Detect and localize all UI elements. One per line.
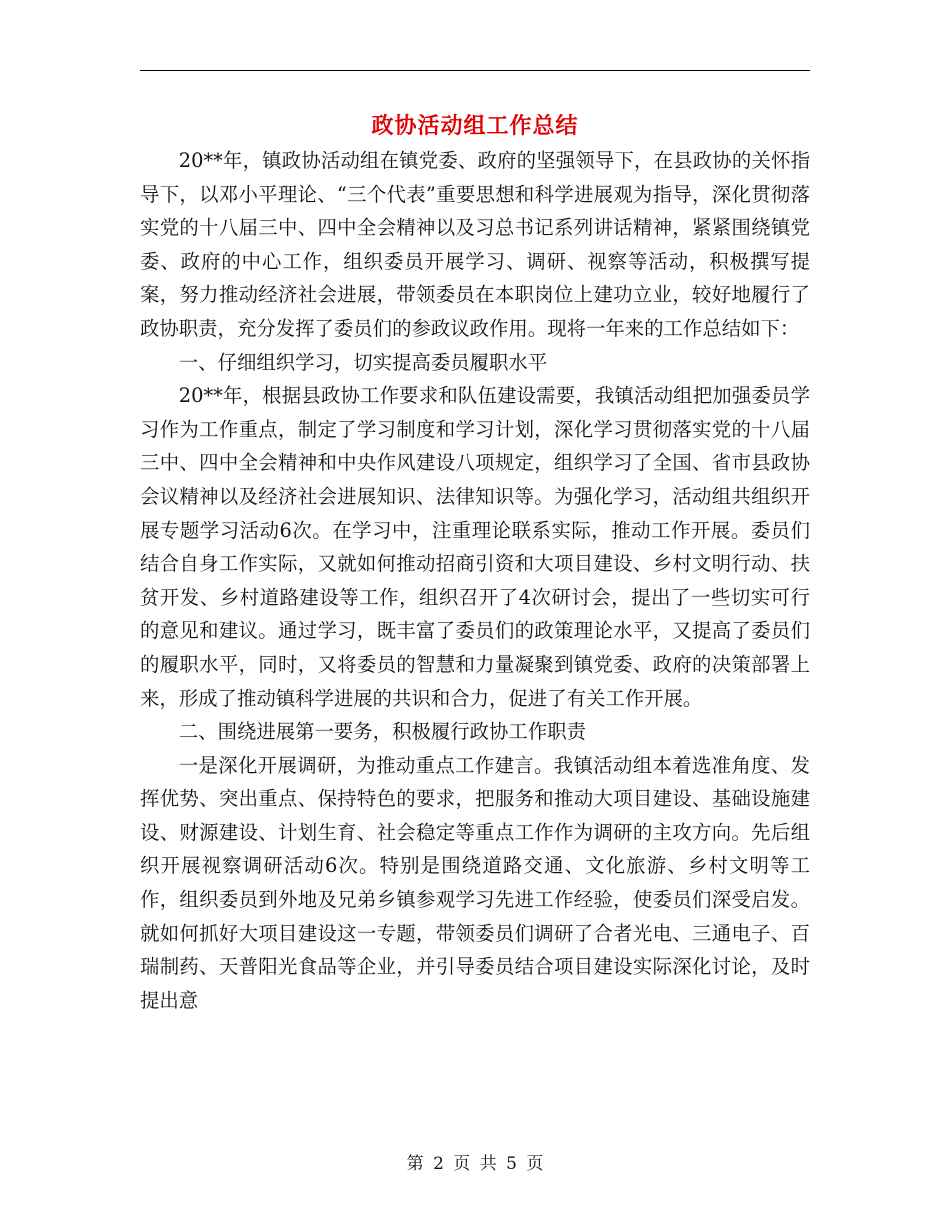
paragraph-section-1: 20**年，根据县政协工作要求和队伍建设需要，我镇活动组把加强委员学习作为工作重点，制定了学习制度和学习计划，深化学习贯彻落实党的十八届三中、四中全会精神和中央作风建设八项规定，组织学习了全国、省市县政协会议精神以及经济社会进展知识、法律知识等。为强化学习，活动组共组织开展专题学习活动6次。在学习中，注重理论联系实际，推动工作开展。委员们结合自身工作实际，又就如何推动招商引资和大项目建设、乡村文明行动、扶贫开发、乡村道路建设等工作，组织召开了4次研讨会，提出了一些切实可行的意见和建议。通过学习，既丰富了委员们的政策理论水平，又提高了委员们的履职水平，同时，又将委员的智慧和力量凝聚到镇党委、政府的决策部署上来，形成了推动镇科学进展的共识和合力，促进了有关工作开展。 <box>140 384 810 710</box>
document-body <box>140 144 810 1017</box>
document-title: 政协活动组工作总结 <box>371 113 579 139</box>
paragraph-section-2: 一是深化开展调研，为推动重点工作建言。我镇活动组本着选准角度、发挥优势、突出重点、保持特色的要求，把服务和推动大项目建设、基础设施建设、财源建设、计划生育、社会稳定等重点工作作为调研的主攻方向。先后组织开展视察调研活动6次。特别是围绕道路交通、文化旅游、乡村文明等工作，组织委员到外地及兄弟乡镇参观学习先进工作经验，使委员们深受启发。就如何抓好大项目建设这一专题，带领委员们调研了合者光电、三通电子、百瑞制药、天普阳光食品等企业，并引导委员结合项目建设实际深化讨论，及时提出意 <box>140 753 810 1012</box>
section-heading-1: 一、仔细组织学习，切实提高委员履职水平 <box>178 350 548 374</box>
page-number: 第 2 页 共 5 页 <box>406 1154 544 1174</box>
section-heading-2: 二、围绕进展第一要务，积极履行政协工作职责 <box>178 720 586 744</box>
header-rule <box>140 70 810 71</box>
paragraph-intro: 20**年，镇政协活动组在镇党委、政府的坚强领导下，在县政协的关怀指导下，以邓小平理论、“三个代表”重要思想和科学进展观为指导，深化贯彻落实党的十八届三中、四中全会精神以及习总书记系列讲话精神，紧紧围绕镇党委、政府的中心工作，组织委员开展学习、调研、视察等活动，积极撰写提案，努力推动经济社会进展，带领委员在本职岗位上建功立业，较好地履行了政协职责，充分发挥了委员们的参政议政作用。现将一年来的工作总结如下： <box>140 149 810 340</box>
